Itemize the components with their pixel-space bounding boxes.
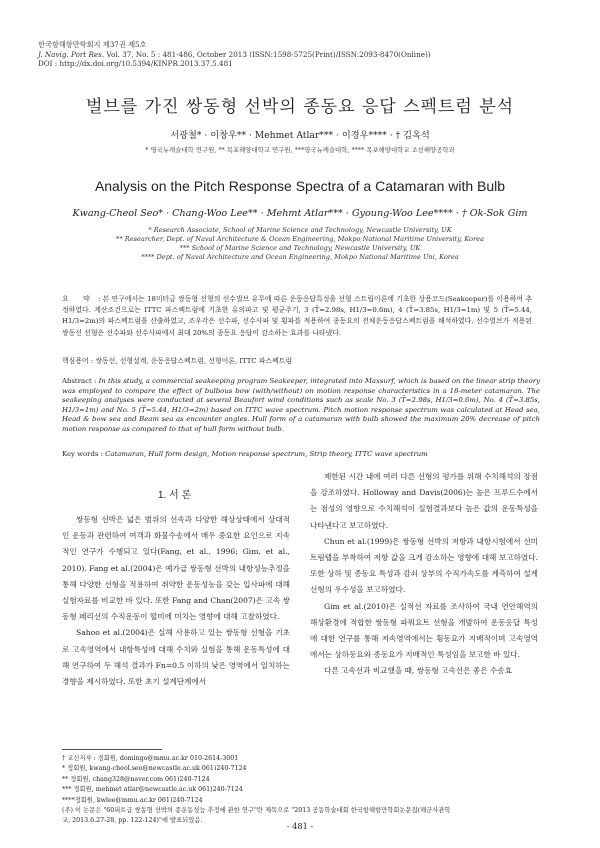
page-number: - 481 - bbox=[286, 821, 314, 831]
authors-en: Kwang-Cheol Seo* · Chang-Woo Lee** · Mehmt Atlar*** · Gyoung-Woo Lee**** · † Ok-Sok Gim bbox=[72, 208, 528, 219]
body-column-right bbox=[310, 469, 538, 680]
volume-info: Vol. 37, No. 5 : 481-486, October 2013 (ISSN:1598-5725(Print)/ISSN:2093-8470(Online)) bbox=[104, 49, 431, 59]
paragraph: 다른 고속선과 비교했을 때, 쌍동형 고속선은 좋은 수송효 bbox=[324, 666, 513, 676]
paragraph: Gim et al.(2010)은 실적선 자료를 조사하여 국내 연안해역의 해상환경에 적합한 쌍동형 파워요트 선형을 개발하여 운동응답 특성에 대한 연구를 통해 저속영역에서는 횡동요가 지배적이며 고속영역에서는 상하동요와 종동요가 지배적인 특성임을 보고한 바 있다. bbox=[310, 601, 538, 660]
footnote: ** 정회원, chang328@naver.com 061)240-7124 bbox=[62, 775, 210, 783]
footnote: ****정회원, kwlee@mmu.ac.kr 061)240-7124 bbox=[62, 796, 203, 804]
footnote: † 교신저자 : 정회원, domingo@mmu.ac.kr 010-2614-3001 bbox=[62, 755, 239, 762]
affiliation-line: ** Researcher, Dept. of Naval Architecture & Ocean Engineering, Mokpo National Maritime University, Korea bbox=[116, 235, 484, 243]
section-heading: 1. 서 론 bbox=[157, 490, 192, 501]
doi-link[interactable]: DOI : http://dx.doi.org/10.5394/KINPR.2013.37.5.481 bbox=[38, 59, 233, 69]
keywords-ko-label: 핵심용어 : bbox=[62, 357, 94, 365]
abstract-en-text: In this study, a commercial seakeeping program Seakeeper, integrated into Maxsurf, which is based on the linear strip theory was employed to compare the effect of bulbous bow (with/without) on motion response characteristics in a 18-meter catamaran. The seakeeping analyses were conducted at several Beaufort wind conditions such as scale No. 3 (T̄=2.98s, H1/3=0.6m), No. 4 (T̄=3.85s, H1/3=1m) and No. 5 (T̄=5.44, H1/3=2m) based on ITTC wave spectrum. Pitch motion response spectrum was calculated at Head sea, Head & bow sea and Beam sea as encounter angles. Hull form of a catamaran with bulb showed the maximum 20% decrease of pitch motion response as compared to that of hull form without bulb. bbox=[62, 377, 540, 433]
abstract-ko-label: 요 약 bbox=[62, 295, 96, 303]
journal-citation bbox=[38, 50, 431, 60]
journal-name-ko: 한국항해항만학회지 제37권 제5호 bbox=[38, 40, 147, 49]
keywords-ko bbox=[62, 355, 292, 365]
abstract-ko bbox=[62, 294, 532, 339]
affiliation-line: *** School of Marine Science and Technology, Newcastle University, UK bbox=[179, 244, 421, 252]
footnote: *** 정회원, mehmet atlar@newcastle.ac.uk 061)240-7124 bbox=[62, 786, 243, 794]
keywords-ko-text: 쌍동선, 선형설계, 운동응답스펙트럼, 선형이론, ITTC 파스펙트럼 bbox=[95, 357, 293, 365]
journal-abbrev: J. Navig. Port Res. bbox=[38, 49, 105, 59]
footnote: * 정회원, kwang-cheol.seo@newcastle.ac.uk 061)240-7124 bbox=[62, 765, 247, 773]
keywords-en bbox=[62, 450, 428, 458]
abstract-en bbox=[62, 377, 540, 435]
affiliation-line: * Research Associate, School of Marine Science and Technology, Newcastle University, UK bbox=[148, 226, 452, 234]
affiliations-ko: * 영국뉴캐슬대학 연구원, ** 목포해양대학교 연구원, ***영국뉴캐슬대학, **** 목포해양대학교 조선해양공학과 bbox=[145, 146, 455, 154]
footnote: (주) 이 논문은 "60피트급 쌍동형 선박의 종운동성능 추정에 관한 연구"란 제목으로 "2013 공동학술대회 한국항해항만학회논문집(해군사관학 bbox=[62, 807, 451, 815]
paragraph: 제한된 시간 내에 여러 다른 선형의 평가를 위해 수치해석의 장점을 강조하였다. Holloway and Davis(2006)는 높은 프루드수에서는 점성의 영향으로 수치해석이 실험결과보다 높은 값의 운동특성을 나타낸다고 보고하였다. bbox=[310, 472, 538, 530]
footnote: 교, 2013.6.27-28, pp. 122-124)"에 발표되었음. bbox=[62, 817, 203, 825]
footnotes bbox=[62, 754, 540, 827]
journal-header bbox=[38, 40, 431, 69]
affiliation-line: **** Dept. of Naval Architecture and Ocean Engineering, Mokpo National Maritime Uni, Korea bbox=[141, 253, 459, 261]
paragraph: Sahoo et al.(2004)은 실해 사용하고 있는 쌍동형 선형을 기초로 고속영역에서 내항특성에 대해 수치와 실험을 통해 운동특성에 대해 연구하여 두 해석 결과가 Fn=0.5 이하의 낮은 영역에서 일치하는 경향을 제시하였다. 또한 초기 설계단계에서 bbox=[62, 628, 290, 687]
footnote-divider bbox=[62, 749, 162, 750]
paragraph: 쌍동형 선박은 넓은 범위의 선속과 다양한 해상상태에서 상대적인 운동과 관련하여 여객과 화물수송에서 매우 중요한 요인으로 지속적인 연구가 수행되고 있다(Fang, et al., 1996; Gim, et al., 2010). Fang et al.(2004)은 예가급 쌍동형 선박의 내항성능추정을 통해 다양한 선형을 적용하여 취약한 운동성능을 갖는 입사파에 대해 실험자료를 비교한 바 있다. 또한 Fang and Chan(2007)은 고속 쌍동형 페리선의 수직운동이 떨미에 미치는 영향에 대해 고찰하였다. bbox=[62, 515, 290, 622]
body-column-left bbox=[62, 512, 290, 690]
paper-title-ko: 벌브를 가진 쌍동형 선박의 종동요 응답 스펙트럼 분석 bbox=[85, 97, 515, 117]
authors-ko: 서광철* · 이창우** · Mehmet Atlar*** · 이경우**** · † 김옥석 bbox=[170, 130, 430, 141]
keywords-en-label: Key words : bbox=[62, 450, 103, 458]
keywords-en-text: Catamaran, Hull form design, Motion response spectrum, Strip theory, ITTC wave spectrum bbox=[105, 450, 428, 458]
abstract-en-label: Abstract : bbox=[62, 377, 97, 385]
paper-title-en: Analysis on the Pitch Response Spectra of a Catamaran with Bulb bbox=[94, 178, 506, 194]
affiliations-en bbox=[0, 226, 600, 262]
paragraph: Chun et al.(1999)은 쌍동형 선박의 저항과 내항시험에서 선미트림탭을 부착하여 저항 값을 크게 감소하는 영향에 대해 보고하였다. 또한 상하 및 종동요 특성과 감쇠 상부의 수직가속도를 계측하여 설계선형의 우수성을 보고하였다. bbox=[310, 536, 538, 595]
abstract-ko-text: : 본 연구에서는 18미터급 쌍동형 선형의 선수벌브 유무에 따른 운동응답특성을 선형 스트립이론에 기초한 상용코드(Seakeeper)를 이용하여 추정하였다. 계산조건으로는 ITTC 파스펙트럼에 기초한 유의파고 및 평균주기, 3 (T̄=2.98s, H1/3=0.6m), 4 (T̄=3.85s, H1/3=1m) 및 5 (T̄=5.44, H1/3=2m)의 파스펙트럼을 산출하였고, 조우각은 선수파, 선수사파 및 횡파를 적용하여 종동요의 전체운동응답스펙트럼을 해석하였다. 선수벌브가 적용된 쌍동선 선형은 선수파와 선수사파에서 최대 20%의 종동요 응답이 감소하는 효과를 나타냈다. bbox=[62, 295, 533, 337]
